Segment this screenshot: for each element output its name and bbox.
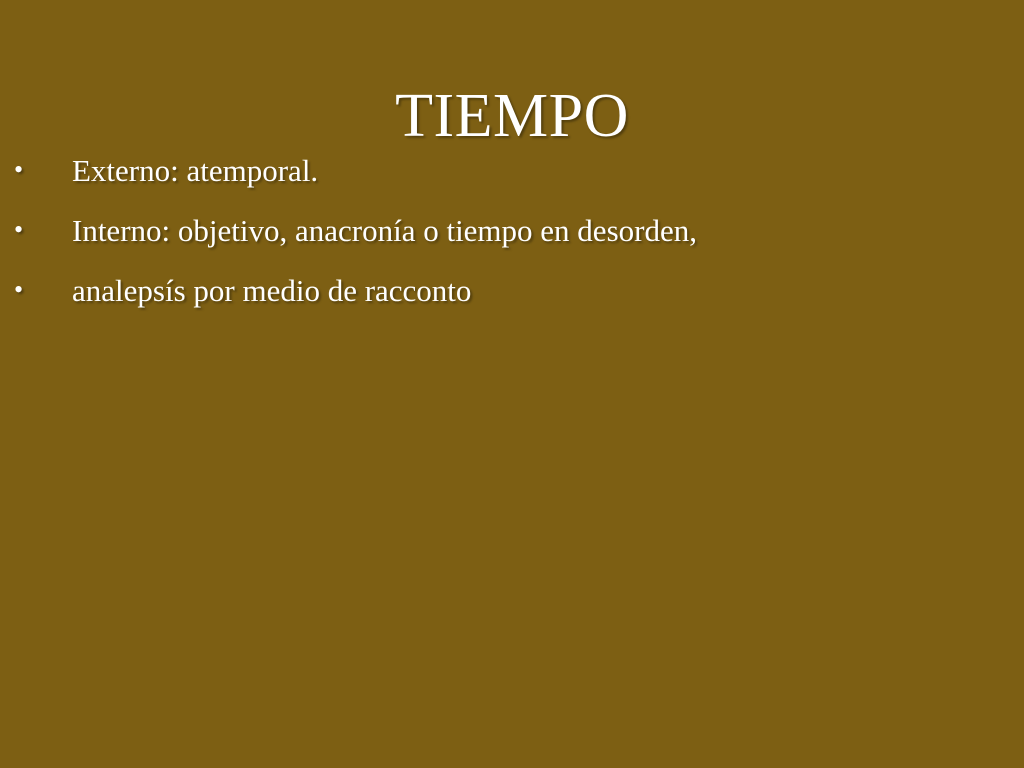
bullet-list xyxy=(0,152,1024,331)
bullet-point-icon: • xyxy=(14,274,24,304)
bullet-point-icon: • xyxy=(14,155,24,184)
bullet-point-icon: • xyxy=(14,214,24,244)
list-item xyxy=(0,272,1024,310)
list-item-label: Externo: atemporal. xyxy=(72,153,319,188)
page-title: TIEMPO xyxy=(395,81,629,150)
list-item-label: Interno: objetivo, anacronía o tiempo en desorden, xyxy=(72,212,697,248)
list-item xyxy=(0,152,1024,190)
list-item xyxy=(0,212,1024,250)
list-item-label: analepsís por medio de racconto xyxy=(72,272,472,308)
